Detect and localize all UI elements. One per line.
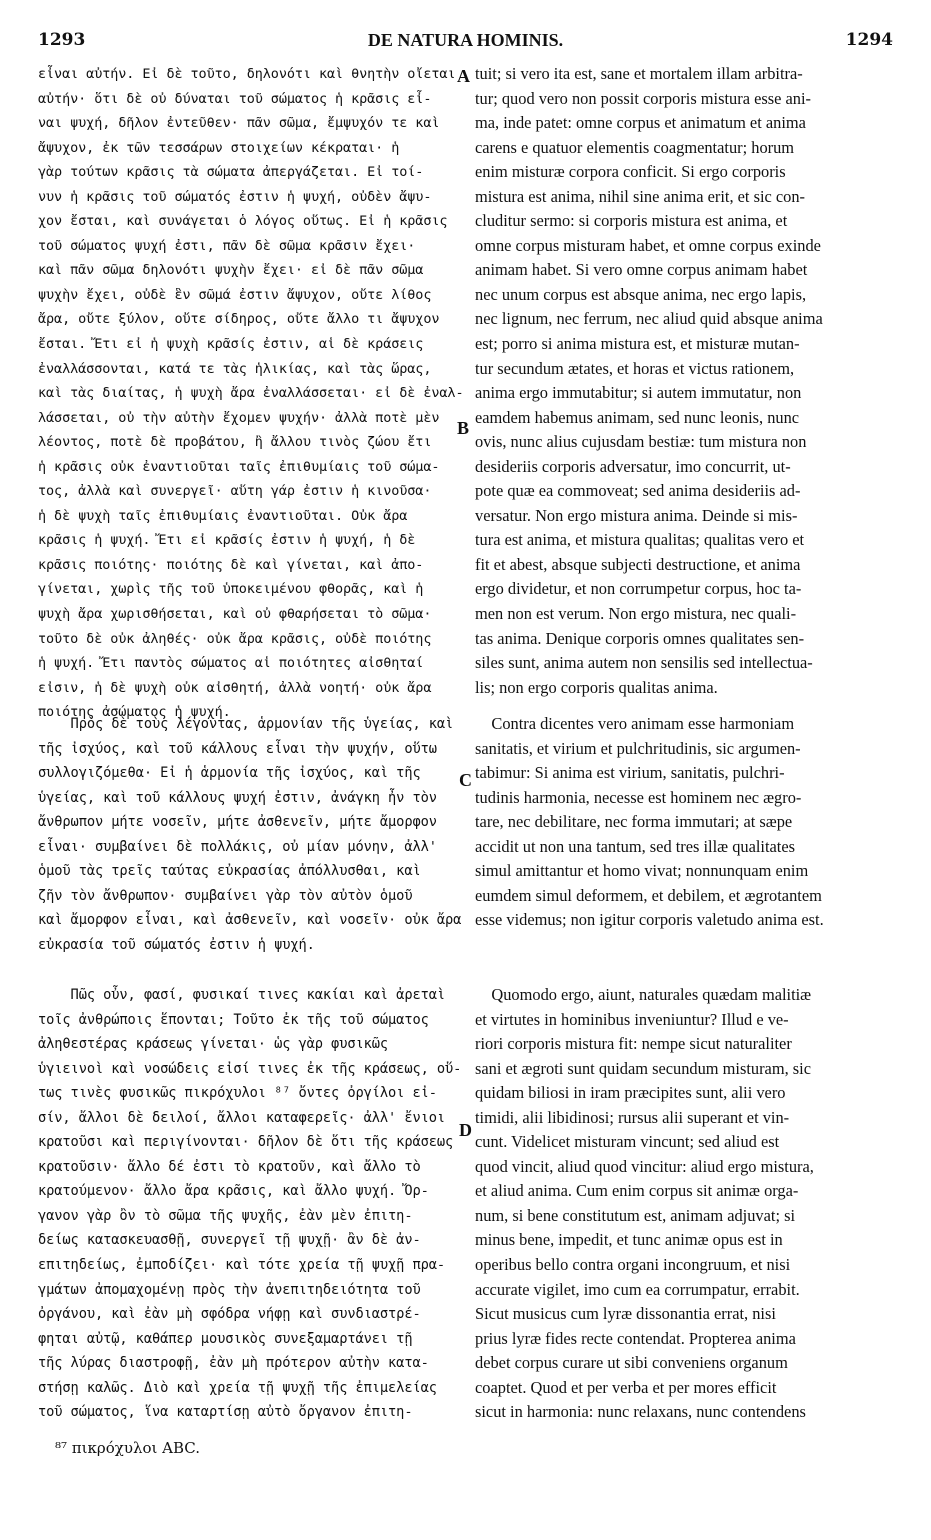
page-number-left: 1293 xyxy=(38,30,86,50)
latin-paragraph-1: tuit; si vero ita est, sane et mortalem illam arbitra- tur; quod vero non possit corporis mistura esse ani- ma, inde patet: omne corpus et animatum et anima carens e quatuor elementis coagmentatur; horum enim misturæ corpora conficit. Si ergo corporis mistura est anima, nihil sine anima erit, et sic con- cluditur sermo: si corporis mistura est anima, et omne corpus misturam habet, et omne corpus exinde animam habet. Si vero omne corpus animam habet nec unum corpus est absque anima, nec ergo lapis, nec lignum, nec ferrum, nec aliud quid absque anima est; porro si anima mistura est, et misturæ mutan- tur secundum ætates, et horas et victus rationem, anima ergo immutabitur; si autem immutatur, non eamdem habemus animam, sed nunc leonis, nunc ovis, nunc alius cujusdam bestiæ: tum mistura non desideriis corporis adversatur, imo concurrit, ut- pote quæ ea commoveat; sed anima desideriis ad- versatur. Non ergo mistura anima. Deinde si mis- tura est anima, et mistura qualitas; qualitas vero et fit et abest, absque subjecti destructione, et anima ergo dividetur, et non corrumpetur corpus, hoc ta- men non est verum. Non ergo mistura, nec quali- tas anima. Denique corporis omnes qualitates sen- siles sunt, anima autem non sensilis sed intellectua- lis; non ergo corporis qualitas anima. xyxy=(475,64,823,697)
page-number-right: 1294 xyxy=(845,30,893,50)
greek-paragraph-1: εἶναι αὐτήν. Εἰ δὲ τοῦτο, δηλονότι καὶ θνητὴν οἴεται αὐτήν· ὅτι δὲ οὐ δύναται τοῦ σώματος ἡ κρᾶσις εἶ- ναι ψυχή, δῆλον ἐντεῦθεν· πᾶν σῶμα, ἔμψυχόν τε καὶ ἄψυχον, ἐκ τῶν τεσσάρων στοιχείων κέκραται· ἡ γὰρ τούτων κρᾶσις τὰ σώματα ἀπεργάζεται. Εἰ τοί- νυν ἡ κρᾶσις τοῦ σώματός ἐστιν ἡ ψυχή, οὐδὲν ἄψυ- χον ἔσται, καὶ συνάγεται ὁ λόγος οὕτως. Εἰ ἡ κρᾶσις τοῦ σώματος ψυχή ἐστι, πᾶν δὲ σῶμα κρᾶσιν ἔχει· καὶ πᾶν σῶμα δηλονότι ψυχὴν ἔχει· εἰ δὲ πᾶν σῶμα ψυχὴν ἔχει, οὐδὲ ἓν σῶμά ἐστιν ἄψυχον, οὔτε λίθος ἄρα, οὔτε ξύλον, οὔτε σίδηρος, οὔτε ἄλλο τι ἄψυχον ἔσται. Ἔτι εἰ ἡ ψυχὴ κρᾶσίς ἐστιν, αἱ δὲ κράσεις ἐναλλάσσονται, κατά τε τὰς ἡλικίας, καὶ τὰς ὥρας, καὶ τὰς διαίτας, ἡ ψυχὴ ἄρα ἐναλλάσσεται· εἰ δὲ ἐναλ- λάσσεται, οὐ τὴν αὐτὴν ἔχομεν ψυχήν· ἀλλὰ ποτὲ μὲν λέοντος, ποτὲ δὲ προβάτου, ἢ ἄλλου τινὸς ζώου ἔτι ἡ κρᾶσις οὐκ ἐναντιοῦται ταῖς ἐπιθυμίαις τοῦ σώμα- τος, ἀλλὰ καὶ συνεργεῖ· αὕτη γάρ ἐστιν ἡ κινοῦσα· ἡ δὲ ψυχὴ ταῖς ἐπιθυμίαις ἐναντιοῦται. Οὐκ ἄρα κρᾶσις ἡ ψυχή. Ἔτι εἰ κρᾶσίς ἐστιν ἡ ψυχή, ἡ δὲ κρᾶσις ποιότης· ποιότης δὲ καὶ γίνεται, καὶ ἀπο- γίνεται, χωρὶς τῆς τοῦ ὑποκειμένου φθορᾶς, καὶ ἡ ψυχὴ ἄρα χωρισθήσεται, καὶ οὐ φθαρήσεται τὸ σῶμα· τοῦτο δὲ οὐκ ἀληθές· οὐκ ἄρα κρᾶσις, οὐδὲ ποιότης ἡ ψυχή. Ἔτι παντὸς σώματος αἱ ποιότητες αἰσθηταί εἰσιν, ἡ δὲ ψυχὴ οὐκ αἰσθητή, ἀλλὰ νοητή· οὐκ ἄρα ποιότης ἀσώματος ἡ ψυχή. xyxy=(38,66,464,721)
margin-letter-c: C xyxy=(459,770,472,790)
margin-letter-b: B xyxy=(457,418,470,438)
margin-letter-d: D xyxy=(459,1120,472,1140)
footnote: ⁸⁷ πικρόχυλοι ABC. xyxy=(55,1439,200,1457)
latin-paragraph-2: Contra dicentes vero animam esse harmoniam sanitatis, et virium et pulchritudinis, sic argumen- tabimur: Si anima est virium, sanitatis, pulchri- tudinis harmonia, necesse est hominem nec ægro- tare, nec debilitare, nec forma immutari; at sæpe accidit ut non una tantum, sed tres illæ qualitates simul amittantur et homo vivat; nonnunquam enim eumdem simul deformem, et debilem, et ægrotantem esse videmus; non igitur corporis valetudo anima est. xyxy=(475,714,824,930)
margin-letter-a: A xyxy=(457,66,470,86)
running-title: DE NATURA HOMINIS. xyxy=(367,30,564,50)
greek-paragraph-2: Πρὸς δὲ τοὺς λέγοντας, ἁρμονίαν τῆς ὑγείας, καὶ τῆς ἰσχύος, καὶ τοῦ κάλλους εἶναι τὴν ψυχήν, οὕτω συλλογιζόμεθα· Εἰ ἡ ἁρμονία τῆς ἰσχύος, καὶ τῆς ὑγείας, καὶ τοῦ κάλλους ψυχή ἐστιν, ἀνάγκη ἦν τὸν ἄνθρωπον μήτε νοσεῖν, μήτε ἀσθενεῖν, μήτε ἄμορφον εἶναι· συμβαίνει δὲ πολλάκις, οὐ μίαν μόνην, ἀλλ' ὁμοῦ τὰς τρεῖς ταύτας εὐκρασίας ἀπόλλυσθαι, καὶ ζῆν τὸν ἄνθρωπον· συμβαίνει γὰρ τὸν αὐτὸν ὁμοῦ καὶ ἄμορφον εἶναι, καὶ ἀσθενεῖν, καὶ νοσεῖν· οὐκ ἄρα εὐκρασία τοῦ σώματός ἐστιν ἡ ψυχή. xyxy=(38,716,462,953)
latin-paragraph-3: Quomodo ergo, aiunt, naturales quædam malitiæ et virtutes in hominibus inveniuntur? Illud e ve- riori corporis mistura fit: nempe sicut naturaliter sani et ægroti sunt quidam secundum misturam, sic quidam biliosi in iram præcipites sunt, alii vero timidi, alii libidinosi; rursus alii superant et vin- cunt. Videlicet misturam vincunt; sed aliud est quod vincit, aliud quod vincitur: aliud ergo mistura, et aliud anima. Cum enim corpus sit animæ orga- num, si bene constitutum est, animam adjuvat; si minus bene, impedit, et tunc animæ opus est in operibus bello contra organi incongruum, et nisi accurate vigilet, imo cum ea corrumpatur, errabit. Sicut musicus cum lyræ dissonantia errat, nisi prius lyræ fides recte contendat. Propterea anima debet corpus curare ut sibi conveniens organum coaptet. Quod et per verba et per mores efficit sicut in harmonia: nunc relaxans, nunc contendens xyxy=(475,985,814,1422)
greek-paragraph-3: Πῶς οὖν, φασί, φυσικαί τινες κακίαι καὶ ἀρεταὶ τοῖς ἀνθρώποις ἕπονται; Τοῦτο ἐκ τῆς τοῦ σώματος ἀληθεστέρας κράσεως γίνεται· ὡς γὰρ φυσικῶς ὑγιεινοὶ καὶ νοσώδεις εἰσί τινες ἐκ τῆς κράσεως, οὕ- τως τινὲς φυσικῶς πικρόχυλοι ⁸⁷ ὄντες ὀργίλοι εἰ- σίν, ἄλλοι δὲ δειλοί, ἄλλοι καταφερεῖς· ἀλλ' ἔνιοι κρατοῦσι καὶ περιγίνονται· δῆλον δὲ ὅτι τῆς κράσεως κρατοῦσιν· ἄλλο δέ ἐστι τὸ κρατοῦν, καὶ ἄλλο τὸ κρατούμενον· ἄλλο ἄρα κρᾶσις, καὶ ἄλλο ψυχή. Ὄρ- γανον γὰρ ὂν τὸ σῶμα τῆς ψυχῆς, ἐὰν μὲν ἐπιτη- δείως κατασκευασθῇ, συνεργεῖ τῇ ψυχῇ· ἂν δὲ ἀν- επιτηδείως, ἐμποδίζει· καὶ τότε χρεία τῇ ψυχῇ πρα- γμάτων ἀπομαχομένῃ πρὸς τὴν ἀνεπιτηδειότητα τοῦ ὀργάνου, καὶ ἐὰν μὴ σφόδρα νήφῃ καὶ συνδιαστρέ- φηται αὐτῷ, καθάπερ μουσικὸς συνεξαμαρτάνει τῇ τῆς λύρας διαστροφῇ, ἐὰν μὴ πρότερον αὐτὴν κατα- στήσῃ καλῶς. Διὸ καὶ χρεία τῇ ψυχῇ τῆς ἐπιμελείας τοῦ σώματος, ἵνα καταρτίσῃ αὐτὸ ὄργανον ἐπιτη- xyxy=(38,987,462,1421)
